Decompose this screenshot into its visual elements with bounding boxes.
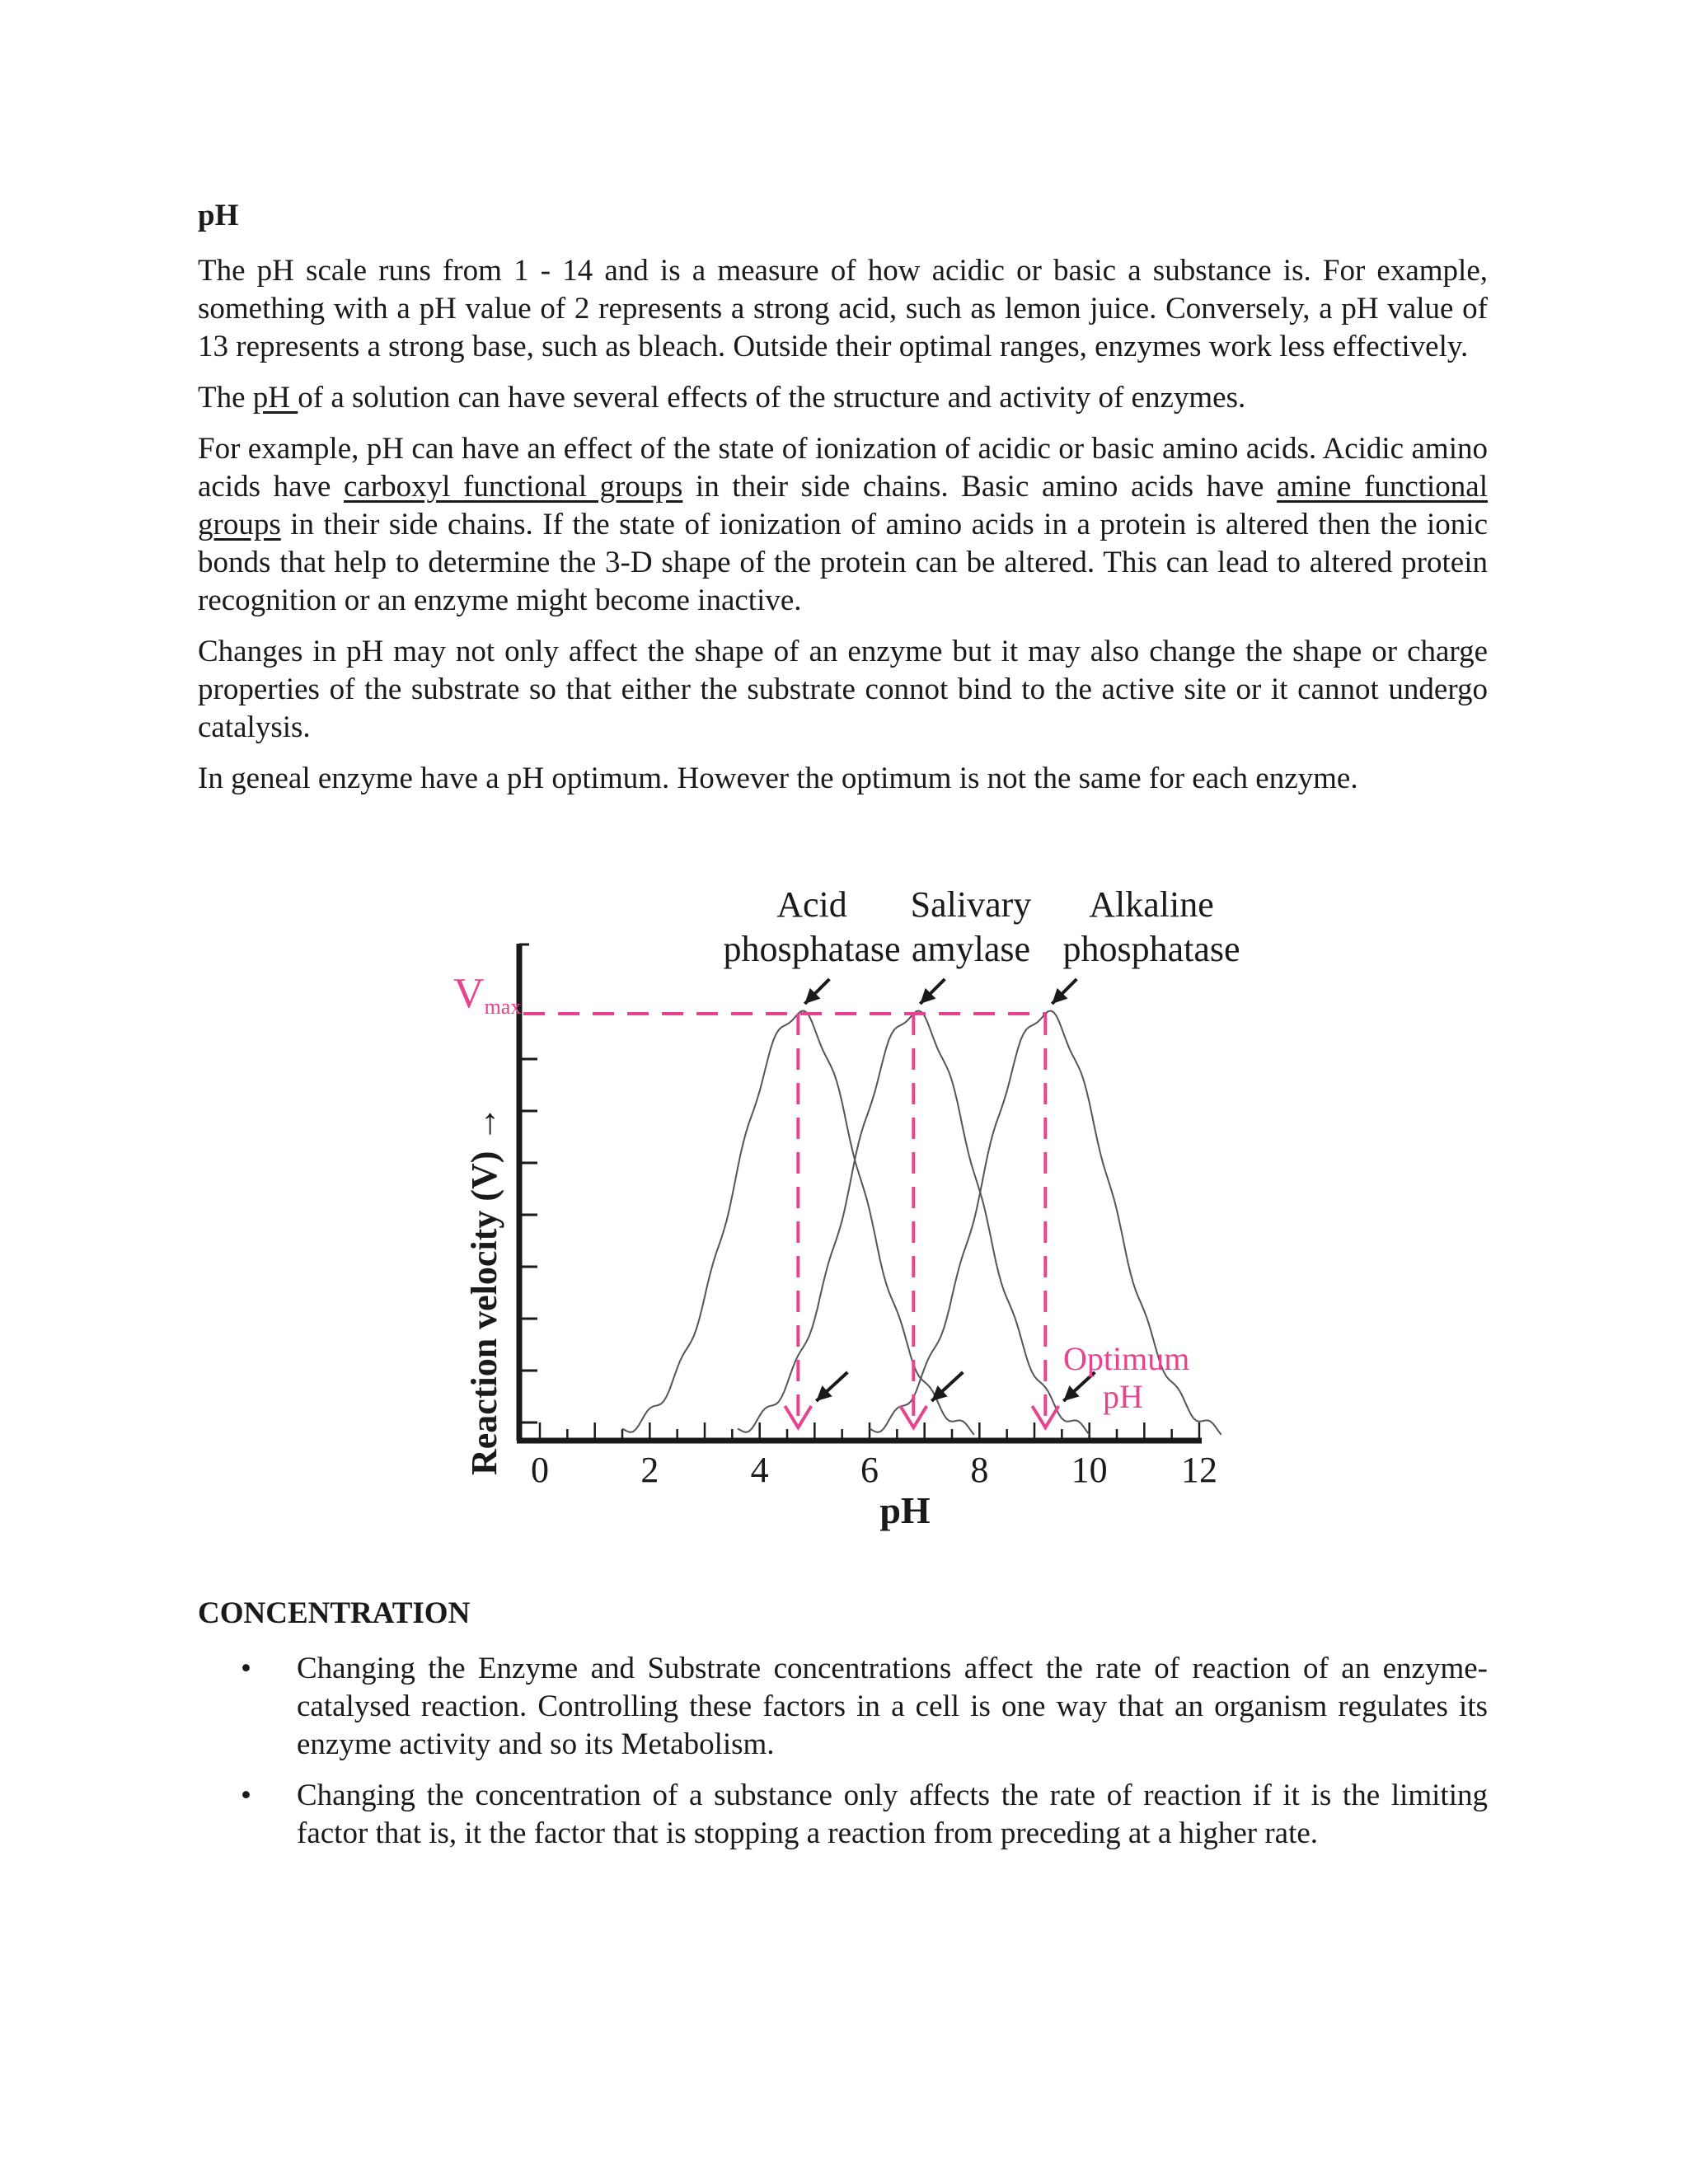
list-item: [198, 1650, 1488, 1764]
ph-paragraph-2: [198, 379, 1488, 417]
ph-optimum-figure: [453, 882, 1278, 1541]
ph-paragraph-4: Changes in pH may not only affect the shape of an enzyme but it may also change the shape or charge properties of the substrate so that either the substrate connot bind to the active site or it cannot undergo catalysis.: [198, 635, 1488, 745]
ph-heading: pH: [198, 199, 239, 232]
vmax-v: V: [453, 970, 485, 1017]
y-axis-label: Reaction velocity (V) →: [464, 1105, 504, 1475]
p2-before: The: [198, 381, 253, 415]
bullet-icon: •: [241, 1779, 251, 1813]
enzyme-label: Salivary amylase: [910, 884, 1032, 969]
enzyme-label: Acid phosphatase: [723, 884, 901, 969]
bullet-text: Changing the Enzyme and Substrate concentrations affect the rate of reaction of an enzyme-catalysed reaction. Controlling these factors in a cell is one way that an organism regulates its enzyme activity and so its Metabolism.: [297, 1652, 1488, 1762]
x-tick-label: 0: [531, 1450, 549, 1490]
ph-paragraph-1: The pH scale runs from 1 - 14 and is a measure of how acidic or basic a substance is. For example, something with a pH value of 2 represents a strong acid, such as lemon juice. Conversely, a pH value of 13 represents a strong base, such as bleach. Outside their optimal ranges, enzymes work less effectively.: [198, 254, 1488, 364]
x-tick-label: 4: [750, 1450, 769, 1490]
ph-paragraph-5: In geneal enzyme have a pH optimum. However the optimum is not the same for each enzyme.: [198, 762, 1358, 796]
x-tick-label: 10: [1071, 1450, 1108, 1490]
x-tick-label: 6: [860, 1450, 879, 1490]
vmax-label: [453, 970, 521, 1019]
p3-part3: in their side chains. If the state of ionization of amino acids in a protein is altered then the ionic bonds that help to determine the 3-D shape of the protein can be altered. This can lead to altered protein recognition or an enzyme might become inactive.: [198, 508, 1488, 618]
ph-section: [198, 198, 1488, 811]
list-item: [198, 1777, 1488, 1853]
ph-chart: [453, 882, 1278, 1541]
x-axis-label: pH: [879, 1489, 931, 1531]
concentration-heading: CONCENTRATION: [198, 1596, 471, 1630]
ph-paragraph-3: [198, 430, 1488, 620]
optimum-line2: pH: [1103, 1378, 1143, 1415]
optimum-label: [1063, 1340, 1189, 1415]
optimum-line1: Optimum: [1063, 1340, 1190, 1377]
concentration-list: [198, 1650, 1488, 1853]
x-tick-label: 12: [1181, 1450, 1217, 1490]
enzyme-label: Alkaline phosphatase: [1062, 884, 1240, 969]
amine-link[interactable]: amine functional groups: [198, 470, 1488, 542]
vmax-sub: max: [484, 995, 522, 1019]
p3-part1: For example, pH can have an effect of the state of ionization of acidic or basic amino acids. Acidic amino acids have: [198, 432, 1488, 504]
bullet-text: Changing the concentration of a substance only affects the rate of reaction if it is the limiting factor that is, it the factor that is stopping a reaction from preceding at a higher rate.: [297, 1779, 1488, 1851]
bullet-icon: •: [241, 1652, 251, 1686]
p3-part2: in their side chains. Basic amino acids have: [682, 470, 1278, 504]
p2-after: of a solution can have several effects of the structure and activity of enzymes.: [298, 381, 1246, 415]
x-tick-label: 2: [640, 1450, 659, 1490]
x-tick-label: 8: [970, 1450, 989, 1490]
ph-link[interactable]: pH: [252, 381, 298, 415]
carboxyl-link[interactable]: carboxyl functional groups: [344, 470, 683, 504]
concentration-section: [198, 1596, 1488, 1866]
